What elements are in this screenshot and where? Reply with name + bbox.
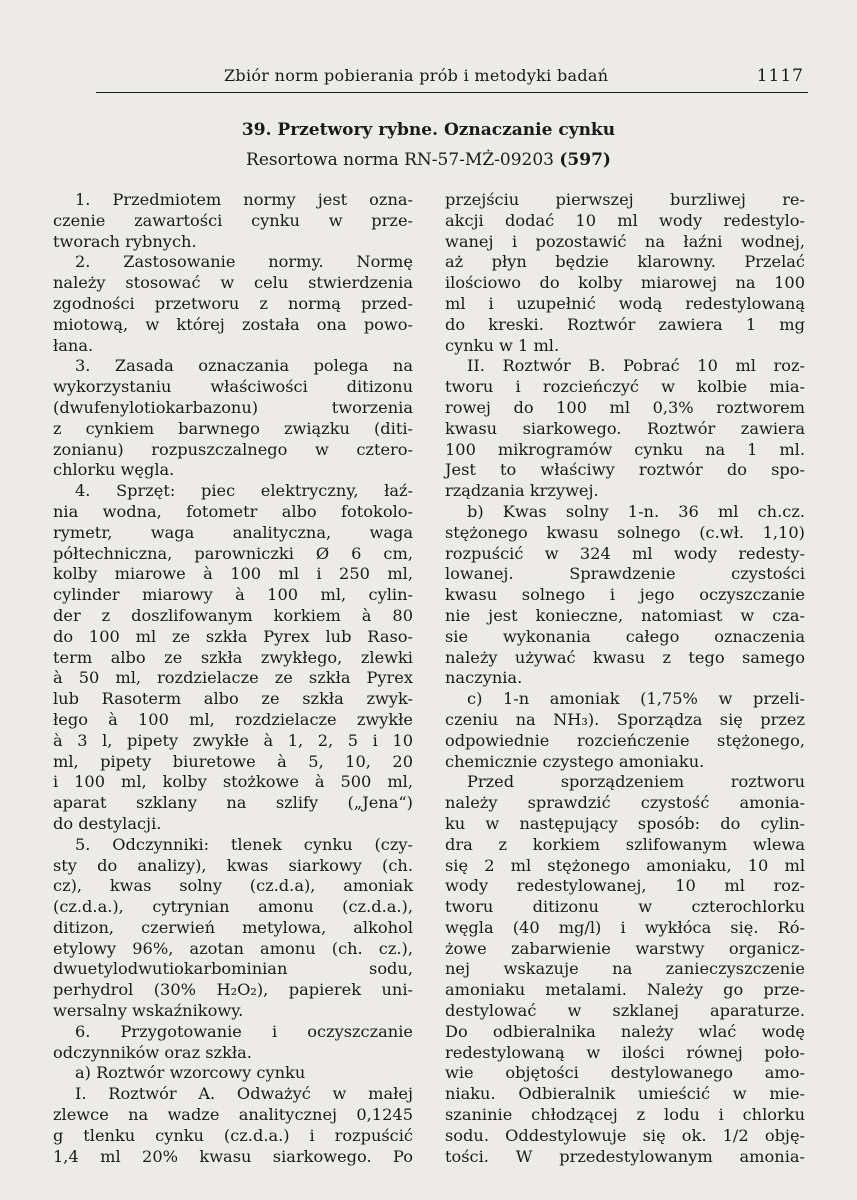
norm-designation: Resortowa norma RN-57-MŻ-09203	[246, 150, 554, 170]
text-line: się 2 ml stężonego amoniaku, 10 ml	[445, 855, 805, 875]
text-line: sodu. Oddestylowuje się ok. 1/2 obję-	[445, 1125, 805, 1145]
text-line: tości. W przedestylowanym amonia-	[445, 1146, 805, 1166]
text-line: cz), kwas solny (cz.d.a), amoniak	[53, 876, 413, 896]
text-line: cylinder miarowy à 100 ml, cylin-	[53, 585, 413, 605]
text-line: redestylowaną w ilości równej poło-	[445, 1042, 805, 1062]
text-line: odpowiednie rozcieńczenie stężonego,	[445, 730, 805, 750]
text-line: amoniaku metalami. Należy go prze-	[445, 980, 805, 1000]
text-line: 4. Sprzęt: piec elektryczny, łaź-	[75, 481, 413, 501]
text-line: term albo ze szkła zwykłego, zlewki	[53, 647, 413, 667]
text-line: czeniu na NH₃). Sporządza się przez	[445, 709, 805, 729]
text-line: c) 1-n amoniak (1,75% w przeli-	[467, 689, 805, 709]
text-line: żowe zabarwienie warstwy organicz-	[445, 938, 805, 958]
running-title: Zbiór norm pobierania prób i metodyki badań	[224, 66, 609, 85]
text-line: wanej i pozostawić na łaźni wodnej,	[445, 231, 805, 251]
text-line: 1. Przedmiotem normy jest ozna-	[75, 190, 413, 209]
text-line: i 100 ml, kolby stożkowe à 500 ml,	[53, 772, 413, 792]
text-line: 6. Przygotowanie i oczyszczanie	[75, 1021, 413, 1041]
text-line: czenie zawartości cynku w prze-	[53, 210, 413, 230]
text-line: nia wodna, fotometr albo fotokolo-	[53, 501, 413, 521]
text-line: do 100 ml ze szkła Pyrex lub Raso-	[53, 626, 413, 646]
text-line: (dwufenylotiokarbazonu) tworzenia	[53, 397, 413, 417]
text-line: (cz.d.a.), cytrynian amonu (cz.d.a.),	[53, 897, 413, 917]
text-line: zlewce na wadze analitycznej 0,1245	[53, 1105, 413, 1125]
text-line: przejściu pierwszej burzliwej re-	[445, 190, 805, 209]
text-line: 3. Zasada oznaczania polega na	[75, 356, 413, 376]
text-line: łego à 100 ml, rozdzielacze zwykłe	[53, 709, 413, 729]
text-line: Jest to właściwy roztwór do spo-	[445, 460, 805, 480]
text-line: Przed sporządzeniem roztworu	[467, 772, 805, 792]
text-line: g tlenku cynku (cz.d.a.) i rozpuścić	[53, 1125, 413, 1145]
text-line: ilościowo do kolby miarowej na 100	[445, 273, 805, 293]
text-line: odczynników oraz szkła.	[53, 1042, 252, 1062]
text-line: rowej do 100 ml 0,3% roztworem	[445, 397, 805, 417]
text-line: należy używać kwasu z tego samego	[445, 647, 805, 667]
text-line: wie objętości destylowanego amo-	[445, 1063, 805, 1083]
text-line: stężonego kwasu solnego (c.wł. 1,10)	[445, 522, 805, 542]
text-line: z cynkiem barwnego związku (diti-	[53, 418, 413, 438]
text-line: półtechniczna, parowniczki Ø 6 cm,	[53, 543, 413, 563]
text-line: niaku. Odbieralnik umieścić w mie-	[445, 1084, 805, 1104]
text-line: destylować w szklanej aparaturze.	[445, 1001, 805, 1021]
norm-number: (597)	[559, 150, 611, 170]
text-line: tworu ditizonu w czterochlorku	[445, 897, 805, 917]
text-line: II. Roztwór B. Pobrać 10 ml roz-	[467, 356, 805, 376]
page-number: 1117	[756, 66, 804, 86]
text-line: do kreski. Roztwór zawiera 1 mg	[445, 314, 805, 334]
text-line: aparat szklany na szlify („Jena“)	[53, 793, 413, 813]
running-header	[96, 66, 808, 93]
text-line: wykorzystaniu właściwości ditizonu	[53, 377, 413, 397]
text-line: aż płyn będzie klarowny. Przelać	[445, 252, 805, 272]
text-line: sty do analizy), kwas siarkowy (ch.	[53, 855, 413, 875]
text-line: rządzania krzywej.	[445, 481, 599, 501]
text-line: ditizon, czerwień metylowa, alkohol	[53, 917, 413, 937]
left-column	[53, 190, 413, 1167]
text-line: rozpuścić w 324 ml wody redesty-	[445, 543, 805, 563]
text-line: dwuetylodwutiokarbominian sodu,	[53, 959, 413, 979]
text-line: I. Roztwór A. Odważyć w małej	[75, 1084, 413, 1104]
text-line: naczynia.	[445, 668, 523, 688]
text-line: Do odbieralnika należy wlać wodę	[445, 1021, 805, 1041]
text-line: lowanej. Sprawdzenie czystości	[445, 564, 805, 584]
text-line: wersalny wskaźnikowy.	[53, 1001, 244, 1021]
norm-subtitle	[0, 150, 857, 170]
text-line: ml i uzupełnić wodą redestylowaną	[445, 293, 805, 313]
text-line: miotową, w której została ona powo-	[53, 314, 413, 334]
text-line: dra z korkiem szlifowanym wlewa	[445, 834, 805, 854]
text-line: węgla (40 mg/l) i wykłóca się. Ró-	[445, 917, 805, 937]
text-line: rymetr, waga analityczna, waga	[53, 522, 413, 542]
text-line: akcji dodać 10 ml wody redestylo-	[445, 210, 805, 230]
text-line: chlorku węgla.	[53, 460, 175, 480]
text-line: kolby miarowe à 100 ml i 250 ml,	[53, 564, 413, 584]
text-line: b) Kwas solny 1-n. 36 ml ch.cz.	[467, 501, 805, 521]
text-line: do destylacji.	[53, 813, 162, 833]
text-line: lub Rasoterm albo ze szkła zwyk-	[53, 689, 413, 709]
text-line: kwasu solnego i jego oczyszczanie	[445, 585, 805, 605]
text-line: ml, pipety biuretowe à 5, 10, 20	[53, 751, 413, 771]
text-line: wody redestylowanej, 10 ml roz-	[445, 876, 805, 896]
text-line: nie jest konieczne, natomiast w cza-	[445, 605, 805, 625]
text-line: perhydrol (30% H₂O₂), papierek uni-	[53, 980, 413, 1000]
text-line: szaninie chłodzącej z lodu i chlorku	[445, 1105, 805, 1125]
text-line: łana.	[53, 335, 94, 355]
text-line: 100 mikrogramów cynku na 1 ml.	[445, 439, 805, 459]
text-line: należy sprawdzić czystość amonia-	[445, 793, 805, 813]
text-line: 5. Odczynniki: tlenek cynku (czy-	[75, 834, 413, 854]
text-line: à 50 ml, rozdzielacze ze szkła Pyrex	[53, 668, 413, 688]
text-line: à 3 l, pipety zwykłe à 1, 2, 5 i 10	[53, 730, 413, 750]
text-line: sie wykonania całego oznaczenia	[445, 626, 805, 646]
text-line: chemicznie czystego amoniaku.	[445, 751, 705, 771]
text-line: należy stosować w celu stwierdzenia	[53, 273, 413, 293]
text-line: zgodności przetworu z normą przed-	[53, 293, 413, 313]
text-line: 1,4 ml 20% kwasu siarkowego. Po	[53, 1146, 413, 1166]
text-line: nej wskazuje na zanieczyszczenie	[445, 959, 805, 979]
text-line: etylowy 96%, azotan amonu (ch. cz.),	[53, 938, 413, 958]
text-line: tworu i rozcieńczyć w kolbie mia-	[445, 377, 805, 397]
section-title: 39. Przetwory rybne. Oznaczanie cynku	[241, 120, 616, 140]
text-line: zonianu) rozpuszczalnego w cztero-	[53, 439, 413, 459]
text-line: tworach rybnych.	[53, 231, 197, 251]
text-line: kwasu siarkowego. Roztwór zawiera	[445, 418, 805, 438]
text-line: 2. Zastosowanie normy. Normę	[75, 252, 413, 272]
text-line: cynku w 1 ml.	[445, 335, 560, 355]
text-line: ku w następujący sposób: do cylin-	[445, 813, 805, 833]
text-line: a) Roztwór wzorcowy cynku	[75, 1063, 306, 1083]
text-line: der z doszlifowanym korkiem à 80	[53, 605, 413, 625]
right-column	[445, 190, 805, 1167]
